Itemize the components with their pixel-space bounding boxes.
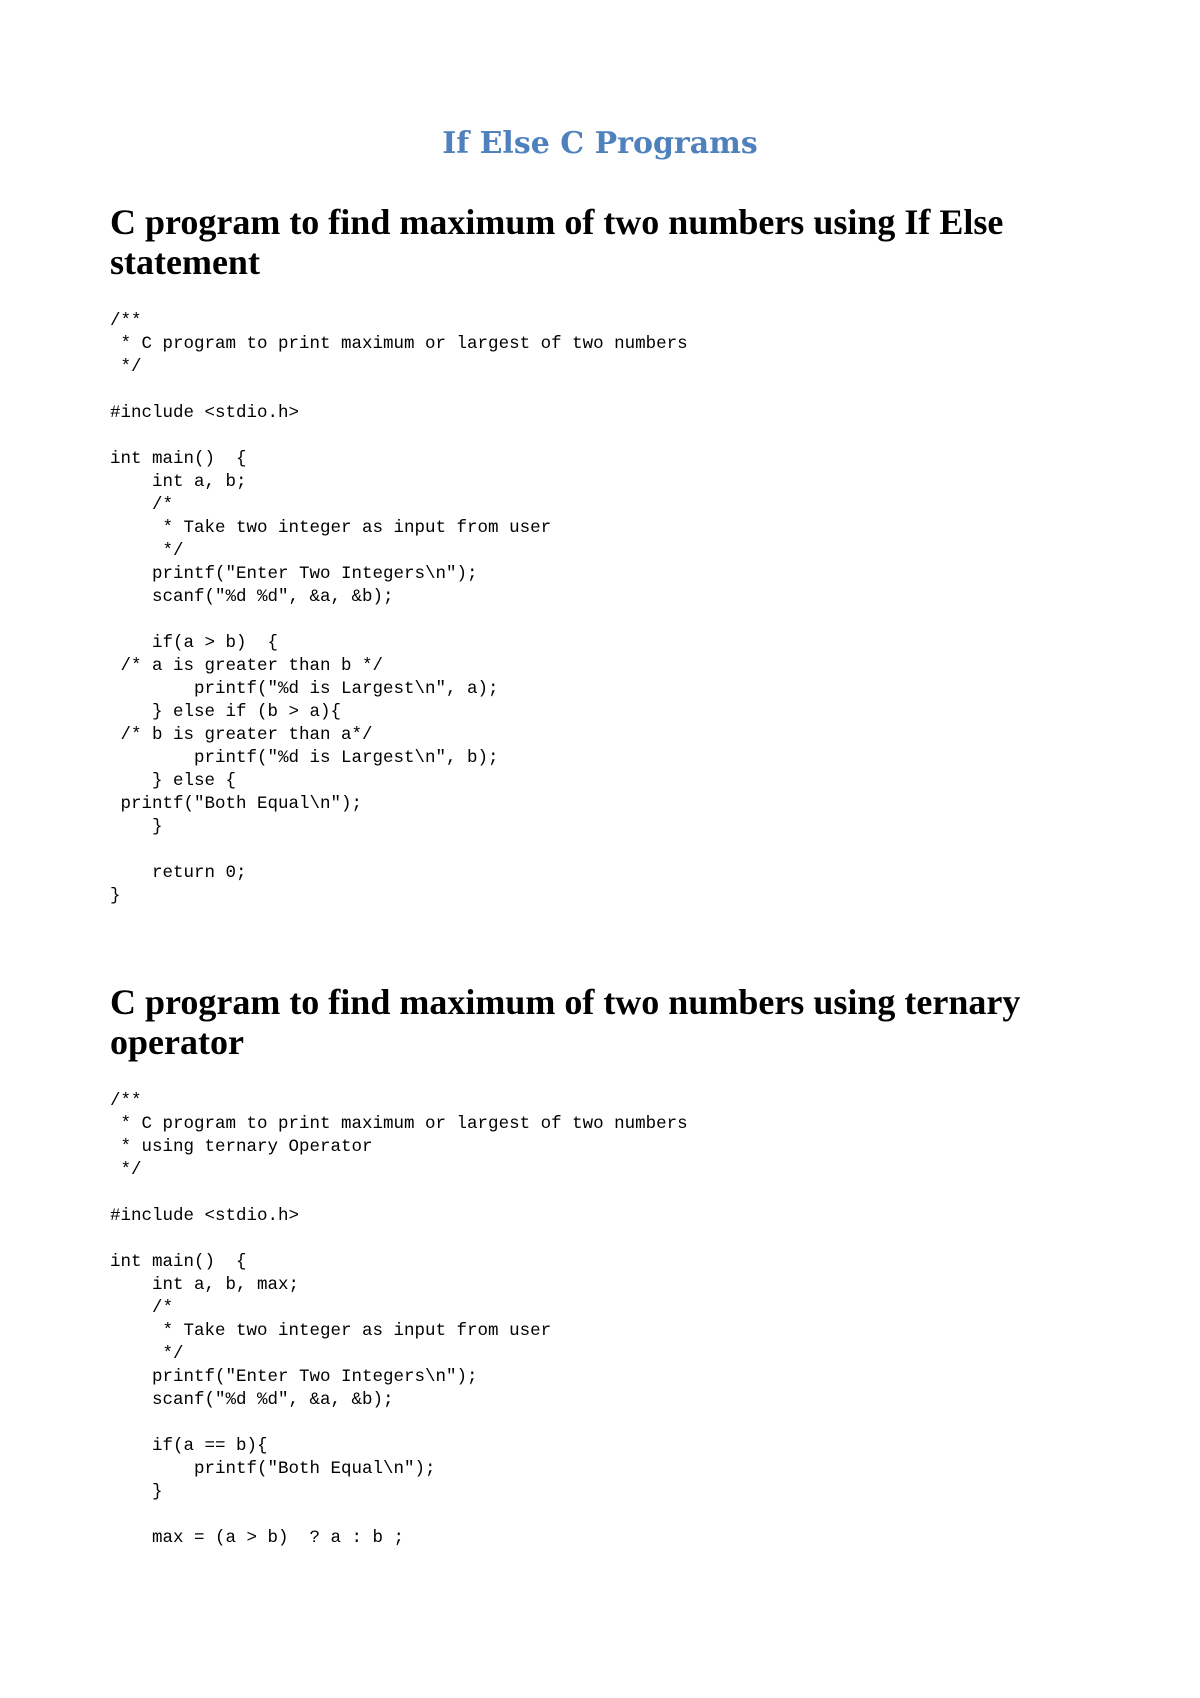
code-block-ternary [110, 1090, 688, 1550]
code-line [110, 379, 688, 402]
code-line [110, 609, 688, 632]
code-line: #include <stdio.h> [110, 403, 300, 423]
section-heading-if-else: C program to find maximum of two numbers using If Else statement [110, 202, 1004, 282]
code-line: /* [110, 1298, 174, 1318]
code-line: scanf("%d %d", &a, &b); [110, 1390, 394, 1410]
code-line: #include <stdio.h> [110, 1206, 300, 1226]
code-line: */ [110, 541, 184, 561]
code-line: return 0; [110, 863, 247, 883]
code-line: printf("Both Equal\n"); [110, 1459, 436, 1479]
code-line: if(a > b) { [110, 633, 279, 653]
code-line [110, 1228, 688, 1251]
code-line [110, 425, 688, 448]
code-line: * C program to print maximum or largest of two numbers [110, 334, 688, 354]
code-line: max = (a > b) ? a : b ; [110, 1528, 405, 1548]
code-line [110, 1504, 688, 1527]
code-line: int main() { [110, 449, 247, 469]
code-line: printf("Enter Two Integers\n"); [110, 1367, 478, 1387]
code-line: * using ternary Operator [110, 1137, 373, 1157]
code-line: * C program to print maximum or largest of two numbers [110, 1114, 688, 1134]
code-line: } [110, 1482, 163, 1502]
code-line: printf("%d is Largest\n", b); [110, 748, 499, 768]
code-line [110, 1412, 688, 1435]
code-line: printf("Both Equal\n"); [110, 794, 363, 814]
code-line: } else if (b > a){ [110, 702, 342, 722]
code-line: * Take two integer as input from user [110, 1321, 552, 1341]
code-line: * Take two integer as input from user [110, 518, 552, 538]
code-line: /** [110, 1091, 142, 1111]
code-line: int main() { [110, 1252, 247, 1272]
code-line: */ [110, 357, 142, 377]
code-line: } [110, 886, 121, 906]
code-line: } else { [110, 771, 237, 791]
code-line: int a, b, max; [110, 1275, 300, 1295]
code-line: /* [110, 495, 174, 515]
code-line: printf("%d is Largest\n", a); [110, 679, 499, 699]
code-line: printf("Enter Two Integers\n"); [110, 564, 478, 584]
code-line [110, 1182, 688, 1205]
document-title: If Else C Programs [442, 126, 758, 161]
code-line: /* b is greater than a*/ [110, 725, 373, 745]
code-line [110, 839, 688, 862]
code-line: } [110, 817, 163, 837]
section-heading-ternary: C program to find maximum of two numbers using ternary operator [110, 982, 1021, 1062]
code-line: /* a is greater than b */ [110, 656, 384, 676]
code-line: /** [110, 311, 142, 331]
code-block-if-else [110, 310, 688, 908]
code-line: */ [110, 1344, 184, 1364]
code-line: if(a == b){ [110, 1436, 268, 1456]
code-line: scanf("%d %d", &a, &b); [110, 587, 394, 607]
code-line: */ [110, 1160, 142, 1180]
code-line: int a, b; [110, 472, 247, 492]
